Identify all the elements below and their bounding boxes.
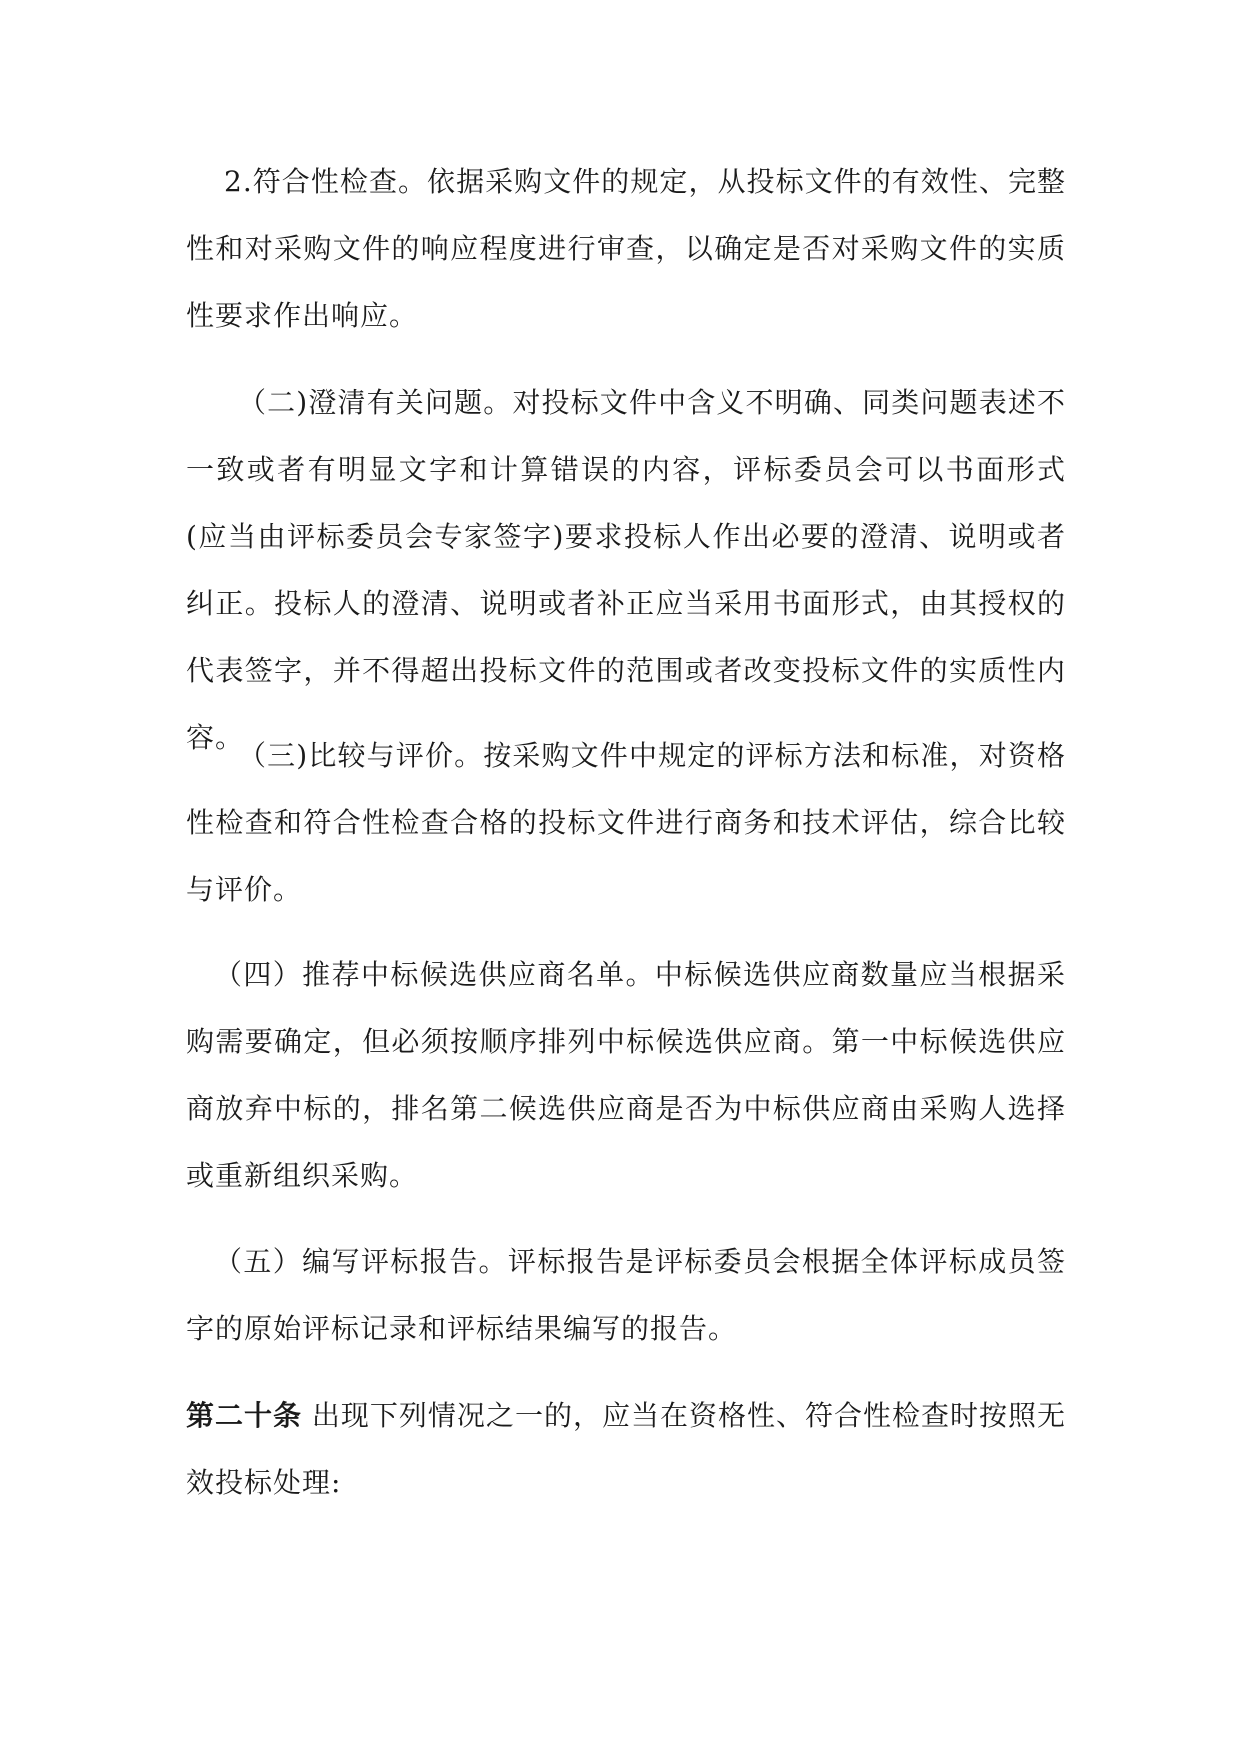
paragraph-conformity-check: 2.符合性检查。依据采购文件的规定，从投标文件的有效性、完整性和对采购文件的响应程度进行审查，以确定是否对采购文件的实质性要求作出响应。 [186, 165, 1066, 332]
paragraph-compare-evaluate: （三)比较与评价。按采购文件中规定的评标方法和标准，对资格性检查和符合性检查合格的投标文件进行商务和技术评估，综合比较与评价。 [186, 739, 1066, 906]
paragraph-recommend-candidates: （四）推荐中标候选供应商名单。中标候选供应商数量应当根据采购需要确定，但必须按顺序排列中标候选供应商。第一中标候选供应商放弃中标的，排名第二候选供应商是否为中标供应商由采购人选择或重新组织采购。 [186, 958, 1066, 1192]
article-text: 出现下列情况之一的，应当在资格性、符合性检查时按照无效投标处理: [186, 1399, 1066, 1499]
paragraph-clarify-issues: （二)澄清有关问题。对投标文件中含义不明确、同类问题表述不一致或者有明显文字和计算错误的内容，评标委员会可以书面形式(应当由评标委员会专家签字)要求投标人作出必要的澄清、说明或者纠正。投标人的澄清、说明或者补正应当采用书面形式，由其授权的代表签字，并不得超出投标文件的范围或者改变投标文件的实质性内容。 [186, 386, 1066, 754]
article-title: 第二十条 [186, 1399, 303, 1432]
paragraph-article-20 [186, 1382, 1066, 1516]
paragraph-write-report: （五）编写评标报告。评标报告是评标委员会根据全体评标成员签字的原始评标记录和评标结果编写的报告。 [186, 1245, 1066, 1345]
